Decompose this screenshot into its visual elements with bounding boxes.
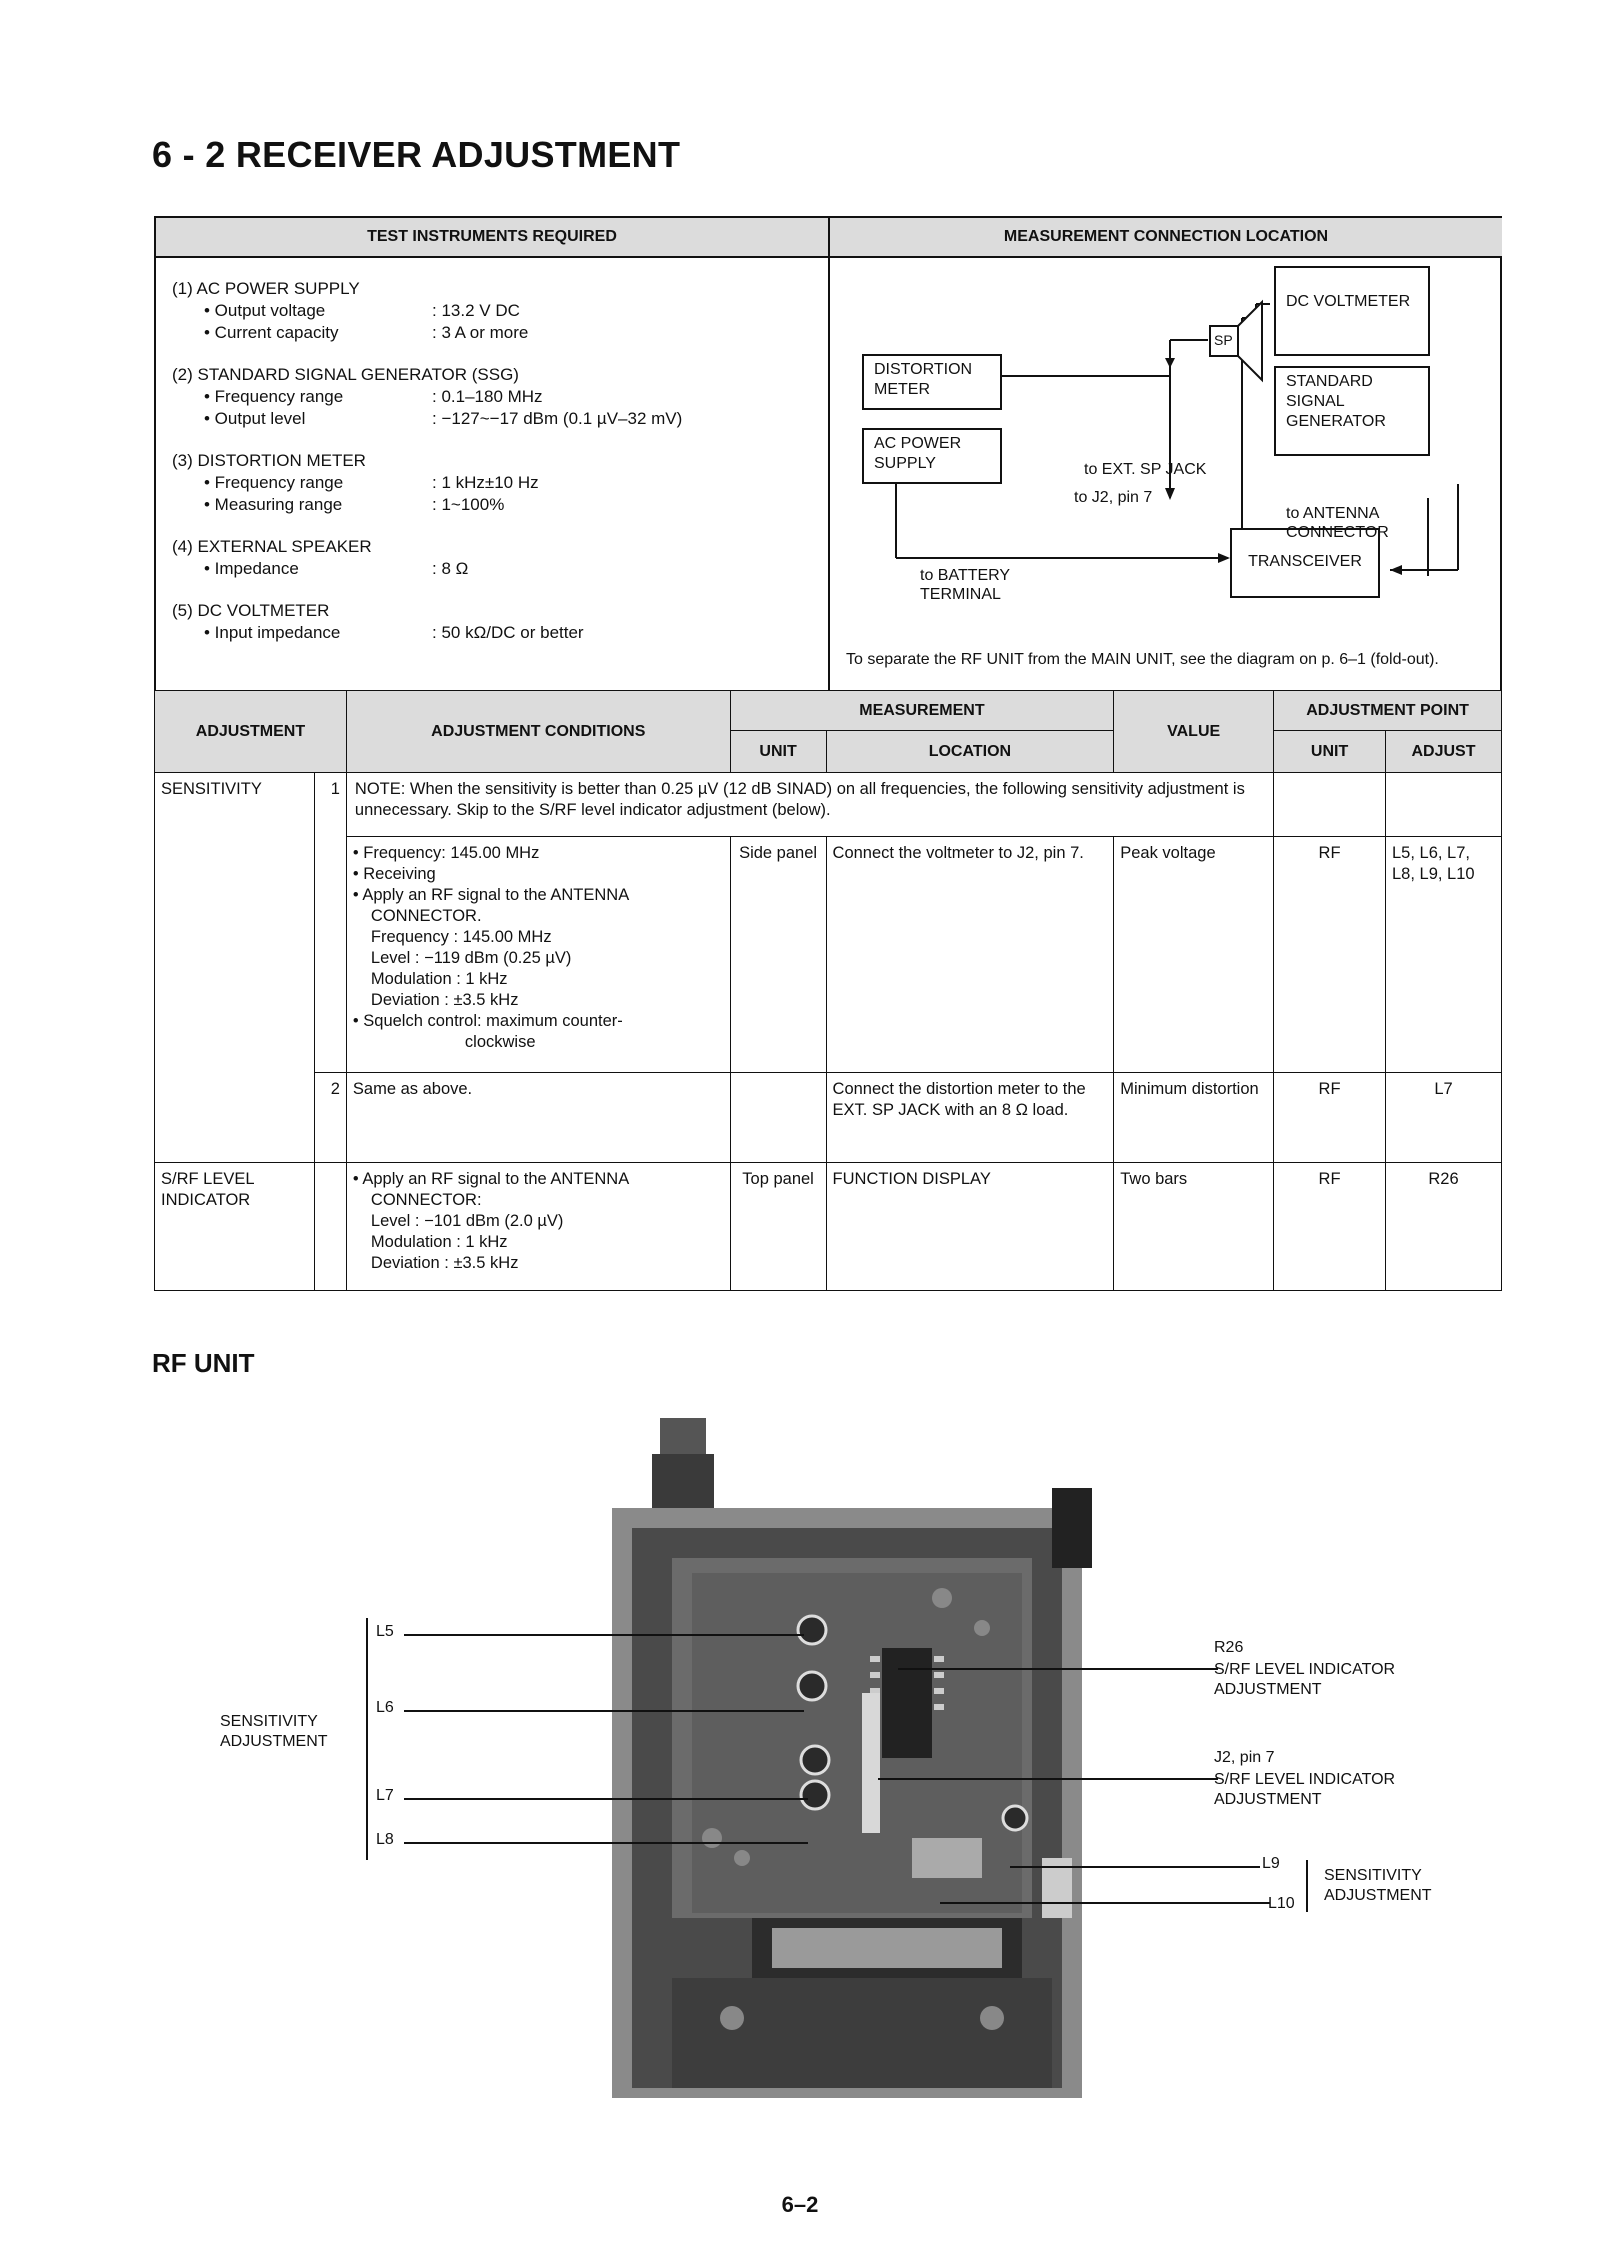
step2-value: Minimum distortion [1114,1073,1274,1163]
instruments-header: TEST INSTRUMENTS REQUIRED [156,218,828,258]
ac-power-box: AC POWER SUPPLY [862,428,1002,484]
instrument-ac-power: (1) AC POWER SUPPLY • Output voltage : 13.2 V DC • Current capacity : 3 A or more [172,279,529,342]
table-row [155,773,1502,837]
step2-ap-adjust: L7 [1386,1073,1502,1163]
step-number: 2 [314,1073,346,1163]
table-row [155,1163,1502,1291]
left-sensitivity-label: SENSITIVITY ADJUSTMENT [220,1713,328,1750]
instrument-speaker: (4) EXTERNAL SPEAKER • Impedance : 8 Ω [172,537,469,578]
page-title: 6 - 2 RECEIVER ADJUSTMENT [152,134,681,175]
table-row [155,1073,1502,1163]
srf-meas-unit: Top panel [730,1163,826,1291]
header-measurement: MEASUREMENT [730,691,1114,731]
l6-label: L6 [376,1699,394,1716]
r26-label: R26 [1214,1639,1244,1656]
header-value: VALUE [1114,691,1274,773]
sensitivity-value: Peak voltage [1114,837,1274,1073]
sensitivity-ap-unit: RF [1274,837,1386,1073]
instrument-distortion-meter: (3) DISTORTION METER • Frequency range : 1 kHz±10 Hz • Measuring range : 1~100% [172,451,539,514]
page-number: 6–2 [781,2192,819,2217]
antenna-label: to ANTENNA CONNECTOR [1286,505,1389,541]
sensitivity-conditions: • Frequency: 145.00 MHz • Receiving • Apply an RF signal to the ANTENNA CONNECTOR. Frequency : 145.00 MHz Level : −119 dBm (0.25 µV) Modulation : 1 kHz Deviation : ±3.5 kHz • Squelch control: maximum counter- clockwise [346,837,730,1073]
l5-label: L5 [376,1623,394,1640]
instrument-dc-voltmeter: (5) DC VOLTMETER • Input impedance : 50 kΩ/DC or better [172,601,584,642]
ssg-box: STANDARD SIGNAL GENERATOR [1274,366,1430,456]
srf-value: Two bars [1114,1163,1274,1291]
header-meas-unit: UNIT [730,731,826,773]
instrument-ssg: (2) STANDARD SIGNAL GENERATOR (SSG) • Frequency range : 0.1–180 MHz • Output level : −127~−17 dBm (0.1 µV–32 mV) [172,365,683,428]
header-adjustment-point: ADJUSTMENT POINT [1274,691,1502,731]
rf-unit-photo [612,1418,1112,2113]
connection-header: MEASUREMENT CONNECTION LOCATION [830,218,1502,258]
j2-description: S/RF LEVEL INDICATOR ADJUSTMENT [1214,1771,1396,1808]
speaker-label: SP [1214,332,1233,348]
ext-sp-jack-label: to EXT. SP JACK [1084,461,1207,478]
srf-ap-adjust: R26 [1386,1163,1502,1291]
l10-label: L10 [1268,1895,1295,1912]
sensitivity-location: Connect the voltmeter to J2, pin 7. [826,837,1114,1073]
step2-ap-unit: RF [1274,1073,1386,1163]
srf-location: FUNCTION DISPLAY [826,1163,1114,1291]
header-adjustment: ADJUSTMENT [155,691,347,773]
battery-label: to BATTERY TERMINAL [920,567,1010,603]
l8-label: L8 [376,1831,394,1848]
header-ap-unit: UNIT [1274,731,1386,773]
step2-conditions: Same as above. [346,1073,730,1163]
rf-unit-title: RF UNIT [152,1348,255,1378]
step2-location: Connect the distortion meter to the EXT. SP JACK with an 8 Ω load. [826,1073,1114,1163]
connection-diagram [830,258,1502,692]
sensitivity-meas-unit: Side panel [730,837,826,1073]
test-instruments-box [154,216,1502,692]
sensitivity-label: SENSITIVITY [155,773,315,1163]
distortion-meter-box: DISTORTION METER [862,354,1002,410]
separate-note: To separate the RF UNIT from the MAIN UNIT, see the diagram on p. 6–1 (fold-out). [846,651,1439,668]
instrument-list [172,278,682,664]
l7-label: L7 [376,1787,394,1804]
srf-label: S/RF LEVEL INDICATOR [155,1163,315,1291]
j2-pin7-label: J2, pin 7 [1214,1749,1275,1766]
table-row [155,837,1502,1073]
j2-pin7-label: to J2, pin 7 [1074,489,1153,506]
step-number: 1 [314,773,346,1073]
header-conditions: ADJUSTMENT CONDITIONS [346,691,730,773]
srf-ap-unit: RF [1274,1163,1386,1291]
right-sensitivity-label: SENSITIVITY ADJUSTMENT [1324,1867,1432,1904]
sensitivity-ap-adjust: L5, L6, L7, L8, L9, L10 [1386,837,1502,1073]
r26-description: S/RF LEVEL INDICATOR ADJUSTMENT [1214,1661,1396,1698]
header-location: LOCATION [826,731,1114,773]
adjustment-table [154,690,1502,1291]
sensitivity-note: NOTE: When the sensitivity is better than 0.25 µV (12 dB SINAD) on all frequencies, the following sensitivity adjustment is unnecessary. Skip to the S/RF level indicator adjustment (below). [346,773,1273,837]
transceiver-box: TRANSCEIVER [1230,528,1380,598]
l9-label: L9 [1262,1855,1280,1872]
dc-voltmeter-box: DC VOLTMETER [1274,266,1430,356]
srf-conditions: • Apply an RF signal to the ANTENNA CONNECTOR: Level : −101 dBm (2.0 µV) Modulation : 1 kHz Deviation : ±3.5 kHz [346,1163,730,1291]
header-ap-adjust: ADJUST [1386,731,1502,773]
